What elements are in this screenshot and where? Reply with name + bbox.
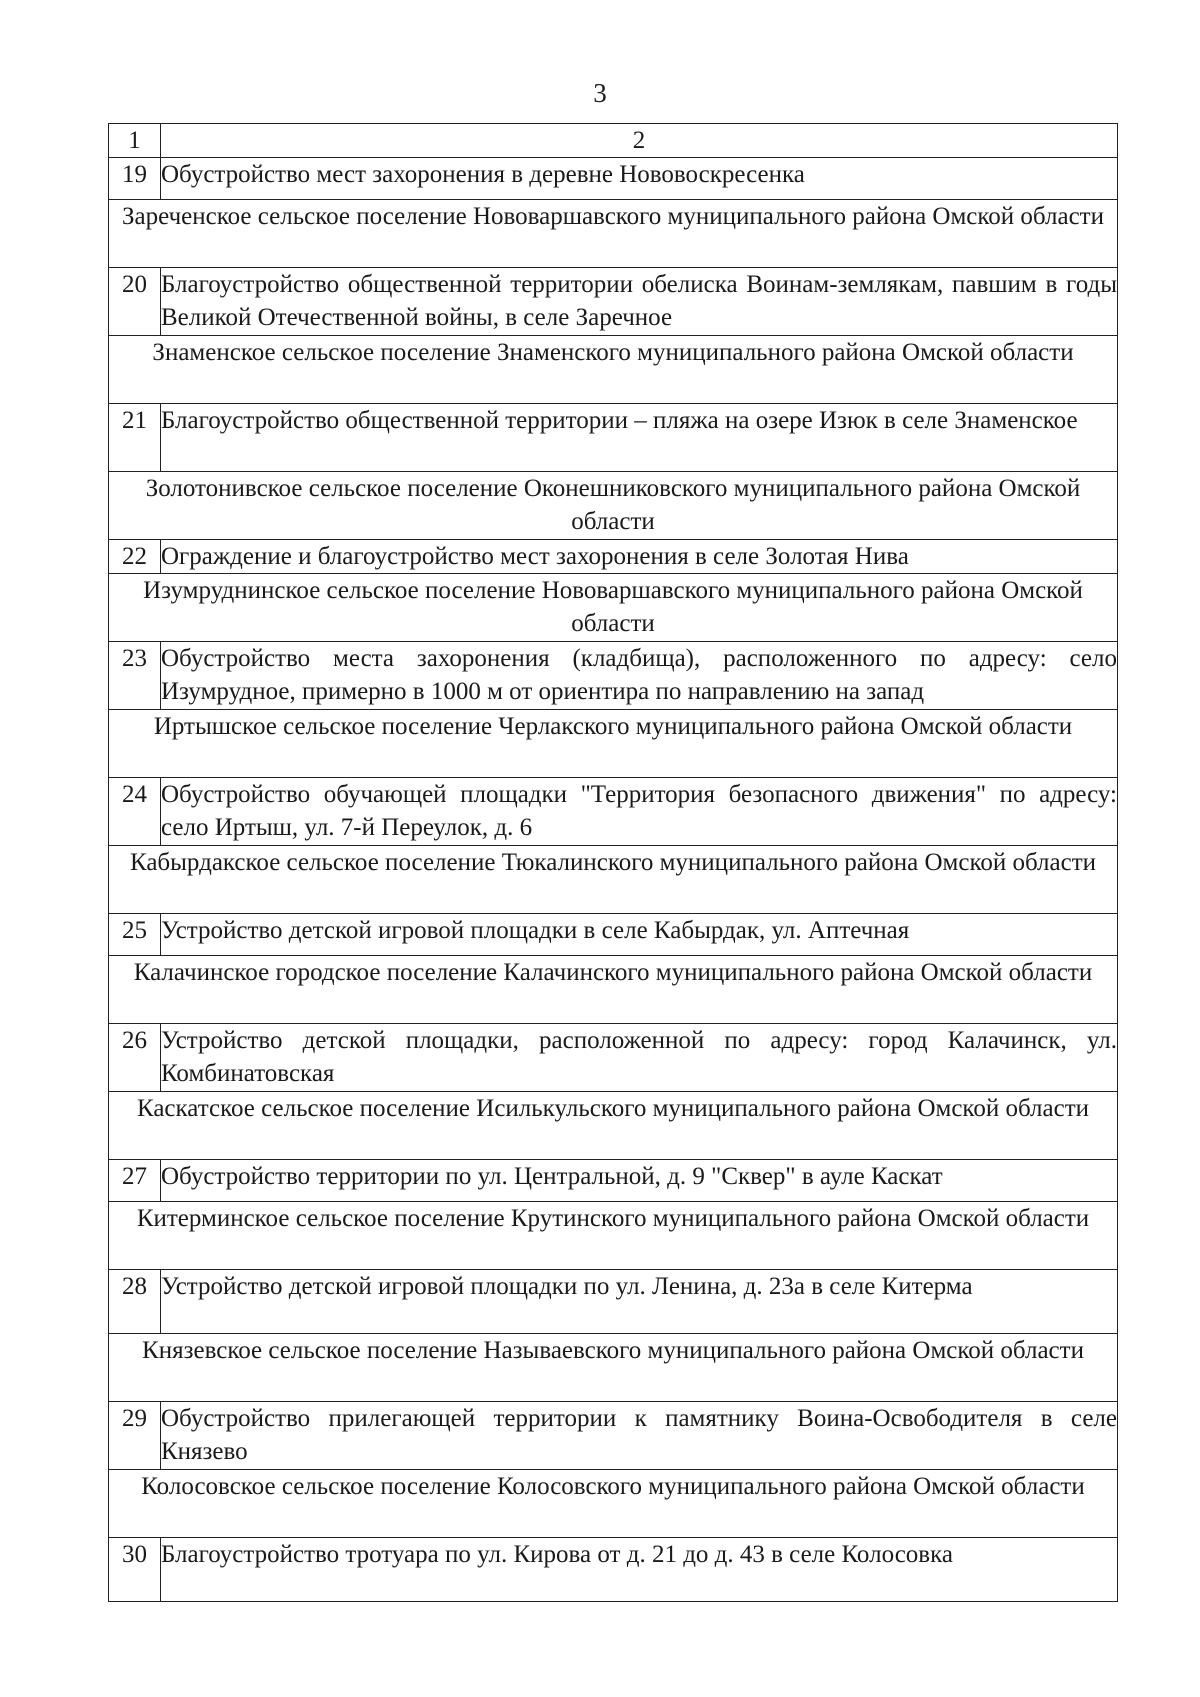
section-row [109,846,1118,914]
project-name: Обустройство места захоронения (кладбища), расположенного по адресу: село Изумрудное, примерно в 1000 м от ориентира по направлению на запад [161,642,1118,710]
header-col-1: 1 [109,124,161,158]
project-name: Обустройство прилегающей территории к памятнику Воина-Освободителя в селе Князево [161,1402,1118,1470]
table-row [109,268,1118,336]
row-number: 20 [109,268,161,336]
table-header-row [109,124,1118,158]
table-row [109,1024,1118,1092]
section-row [109,200,1118,268]
table-row [109,1538,1118,1602]
project-name: Устройство детской игровой площадки в селе Кабырдак, ул. Аптечная [161,914,1118,956]
project-name: Устройство детской игровой площадки по ул. Ленина, д. 23а в селе Китерма [161,1270,1118,1334]
row-number: 23 [109,642,161,710]
settlement-heading: Изумруднинское сельское поселение Нововаршавского муниципального района Омской области [109,574,1118,642]
projects-table [108,123,1118,1602]
settlement-heading: Князевское сельское поселение Называевского муниципального района Омской области [109,1334,1118,1402]
project-name: Благоустройство тротуара по ул. Кирова от д. 21 до д. 43 в селе Колосовка [161,1538,1118,1602]
project-name: Обустройство территории по ул. Центральной, д. 9 "Сквер" в ауле Каскат [161,1160,1118,1202]
project-name: Обустройство обучающей площадки "Территория безопасного движения" по адресу: село Иртыш, ул. 7-й Переулок, д. 6 [161,778,1118,846]
settlement-heading: Кабырдакское сельское поселение Тюкалинского муниципального района Омской области [109,846,1118,914]
section-row [109,1202,1118,1270]
settlement-heading: Калачинское городское поселение Калачинского муниципального района Омской области [109,956,1118,1024]
row-number: 29 [109,1402,161,1470]
table-row [109,1402,1118,1470]
row-number: 25 [109,914,161,956]
table-row [109,540,1118,574]
table-row [109,778,1118,846]
row-number: 19 [109,158,161,200]
section-row [109,956,1118,1024]
row-number: 30 [109,1538,161,1602]
settlement-heading: Золотонивское сельское поселение Оконешниковского муниципального района Омской области [109,472,1118,540]
row-number: 24 [109,778,161,846]
settlement-heading: Знаменское сельское поселение Знаменского муниципального района Омской области [109,336,1118,404]
page-number: 3 [593,78,607,108]
project-name: Благоустройство общественной территории – пляжа на озере Изюк в селе Знаменское [161,404,1118,472]
table-row [109,1160,1118,1202]
project-name: Благоустройство общественной территории обелиска Воинам-землякам, павшим в годы Великой Отечественной войны, в селе Заречное [161,268,1118,336]
section-row [109,336,1118,404]
settlement-heading: Каскатское сельское поселение Исилькульского муниципального района Омской области [109,1092,1118,1160]
table-row [109,914,1118,956]
project-name: Ограждение и благоустройство мест захоронения в селе Золотая Нива [161,540,1118,574]
row-number: 27 [109,1160,161,1202]
header-col-2: 2 [161,124,1118,158]
table-row [109,404,1118,472]
row-number: 22 [109,540,161,574]
settlement-heading: Зареченское сельское поселение Нововаршавского муниципального района Омской области [109,200,1118,268]
row-number: 28 [109,1270,161,1334]
settlement-heading: Колосовское сельское поселение Колосовского муниципального района Омской области [109,1470,1118,1538]
project-name: Устройство детской площадки, расположенной по адресу: город Калачинск, ул. Комбинатовская [161,1024,1118,1092]
row-number: 26 [109,1024,161,1092]
table-row [109,642,1118,710]
section-row [109,472,1118,540]
project-name: Обустройство мест захоронения в деревне Нововоскресенка [161,158,1118,200]
section-row [109,1470,1118,1538]
settlement-heading: Китерминское сельское поселение Крутинского муниципального района Омской области [109,1202,1118,1270]
table-row [109,1270,1118,1334]
row-number: 21 [109,404,161,472]
table-row [109,158,1118,200]
section-row [109,574,1118,642]
section-row [109,1334,1118,1402]
section-row [109,710,1118,778]
section-row [109,1092,1118,1160]
settlement-heading: Иртышское сельское поселение Черлакского муниципального района Омской области [109,710,1118,778]
